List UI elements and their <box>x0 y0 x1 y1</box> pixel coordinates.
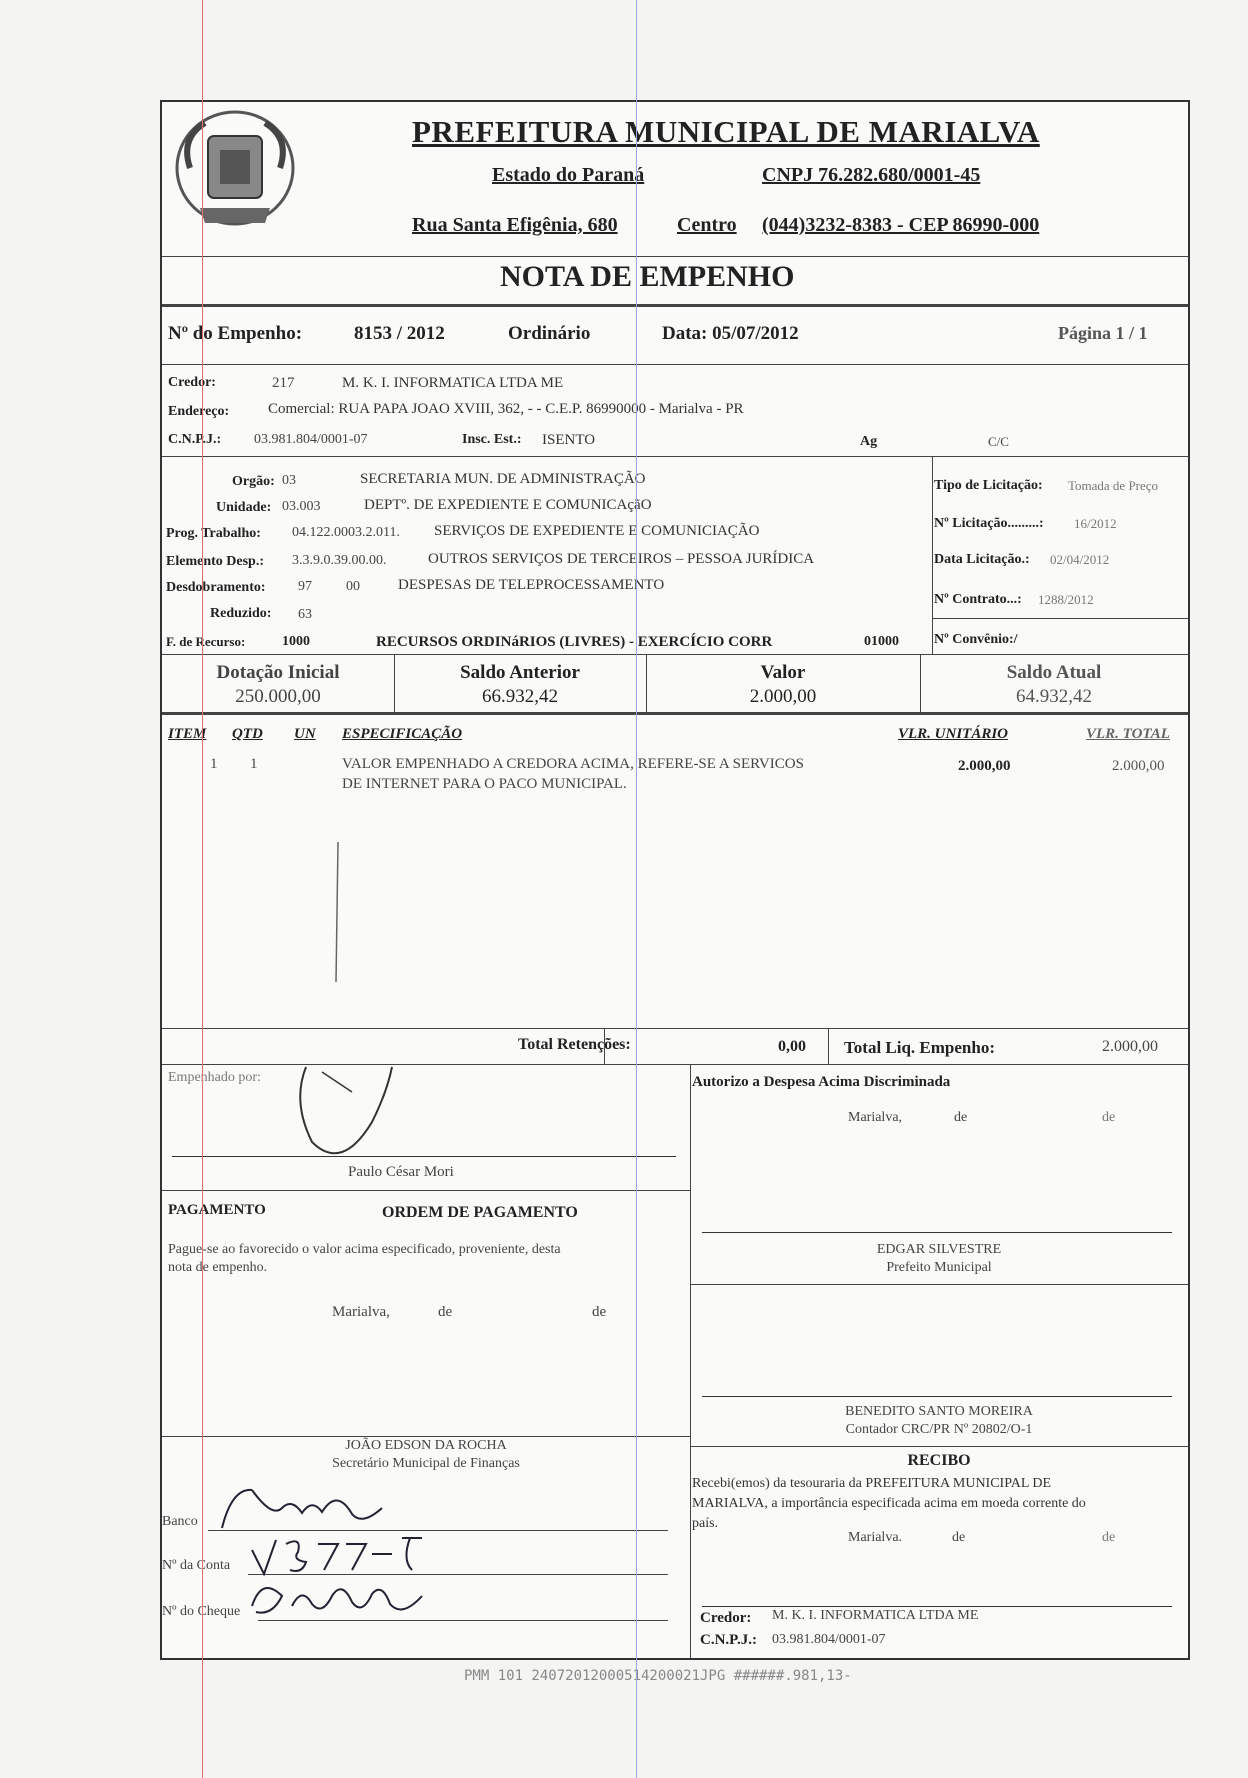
empenho-date: Data: 05/07/2012 <box>662 323 799 344</box>
orgao-label: Orgão: <box>232 474 275 489</box>
cc-label: C/C <box>988 434 1009 449</box>
numero-licitacao-label: Nº Licitação.........: <box>934 516 1044 531</box>
contador-name: BENEDITO SANTO MOREIRA <box>845 1404 1033 1419</box>
header-title: PREFEITURA MUNICIPAL DE MARIALVA <box>412 114 1040 149</box>
margin-line-red <box>202 0 203 1778</box>
desdobramento-label: Desdobramento: <box>166 580 266 595</box>
ordem-label: ORDEM DE PAGAMENTO <box>382 1204 578 1221</box>
header-cnpj: CNPJ 76.282.680/0001-45 <box>762 164 981 186</box>
recibo-text2: MARIALVA, a importância especificada acima em moeda corrente do <box>692 1496 1086 1511</box>
recibo-text3: país. <box>692 1516 719 1531</box>
col-espec: ESPECIFICAÇÃO <box>342 726 463 742</box>
col-un: UN <box>294 726 316 742</box>
desdobramento-value: DESPESAS DE TELEPROCESSAMENTO <box>398 577 665 593</box>
contador-role: Contador CRC/PR Nº 20802/O-1 <box>845 1422 1033 1437</box>
empenhado-label: Empenhado por: <box>168 1070 261 1085</box>
doc-title: NOTA DE EMPENHO <box>500 260 795 293</box>
atual-value: 64.932,42 <box>1016 686 1092 707</box>
col-qtd: QTD <box>232 726 263 742</box>
autorizo-label: Autorizo a Despesa Acima Discriminada <box>692 1074 951 1090</box>
recibo-text1: Recebi(emos) da tesouraria da PREFEITURA MUNICIPAL DE <box>692 1476 1052 1491</box>
autorizo-de2: de <box>1102 1110 1116 1125</box>
autorizo-city: Marialva, <box>848 1110 903 1125</box>
col-vlr-total: VLR. TOTAL <box>1086 726 1170 742</box>
coat-of-arms <box>170 108 300 234</box>
contrato-value: 1288/2012 <box>1038 592 1094 607</box>
orgao-code: 03 <box>282 473 296 488</box>
header-district: Centro <box>677 214 737 236</box>
unidade-label: Unidade: <box>216 500 272 515</box>
desdobramento-code: 97 <box>298 579 312 594</box>
prefeito-name: EDGAR SILVESTRE <box>876 1242 1002 1257</box>
pagamento-text1: Pague-se ao favorecido o valor acima especificado, proveniente, desta <box>168 1242 561 1257</box>
numero-licitacao-value: 16/2012 <box>1074 516 1117 531</box>
liq-value: 2.000,00 <box>1102 1038 1158 1055</box>
insc-label: Insc. Est.: <box>462 432 522 447</box>
endereco-value: Comercial: RUA PAPA JOAO XVIII, 362, - - C.E.P. 86990000 - Marialva - PR <box>268 401 744 417</box>
recurso-code2: 01000 <box>864 634 899 649</box>
footer-code: PMM 101 24072012000514200021JPG ######.981,13- <box>464 1668 852 1684</box>
recibo-city: Marialva. <box>848 1530 903 1545</box>
header-address: Rua Santa Efigênia, 680 <box>412 214 618 236</box>
prog-code: 04.122.0003.2.011. <box>292 525 400 540</box>
empenho-type: Ordinário <box>508 323 591 344</box>
anterior-value: 66.932,42 <box>482 686 558 707</box>
contrato-label: Nº Contrato...: <box>934 592 1022 607</box>
dotacao-label: Dotação Inicial <box>216 662 340 683</box>
tipo-licitacao-label: Tipo de Licitação: <box>934 478 1043 493</box>
reduzido-value: 63 <box>298 607 312 622</box>
recibo-title: RECIBO <box>907 1452 971 1469</box>
valor-value: 2.000,00 <box>749 686 817 707</box>
insc-value: ISENTO <box>542 432 596 448</box>
signature-empenhado <box>282 1062 432 1177</box>
credor-code: 217 <box>272 375 295 391</box>
row-vlr-unit: 2.000,00 <box>958 758 1011 774</box>
pagamento-de2: de <box>592 1304 607 1320</box>
secretario-role: Secretário Municipal de Finanças <box>332 1456 520 1471</box>
prog-value: SERVIÇOS DE EXPEDIENTE E COMUNICIAÇÃO <box>434 523 760 539</box>
row-line2: DE INTERNET PARA O PACO MUNICIPAL. <box>342 776 627 792</box>
pagamento-de1: de <box>438 1304 453 1320</box>
autorizo-de1: de <box>954 1110 968 1125</box>
dotacao-value: 250.000,00 <box>235 686 321 707</box>
col-vlr-unit: VLR. UNITÁRIO <box>898 726 1009 742</box>
prog-label: Prog. Trabalho: <box>166 526 261 541</box>
reduzido-label: Reduzido: <box>210 606 272 621</box>
elemento-label: Elemento Desp.: <box>166 554 264 569</box>
desdobramento-sub: 00 <box>346 579 360 594</box>
pagamento-city: Marialva, <box>332 1304 390 1320</box>
data-licitacao-label: Data Licitação.: <box>934 552 1030 567</box>
empenho-number: 8153 / 2012 <box>354 323 445 344</box>
recibo-cnpj-label: C.N.P.J.: <box>700 1632 757 1648</box>
banco-label: Banco <box>162 1514 198 1529</box>
unidade-code: 03.003 <box>282 499 321 514</box>
row-item: 1 <box>210 756 218 772</box>
col-item: ITEM <box>168 726 207 742</box>
pagamento-label: PAGAMENTO <box>168 1202 266 1218</box>
data-licitacao-value: 02/04/2012 <box>1050 552 1110 567</box>
recibo-de2: de <box>1102 1530 1116 1545</box>
credor-name: M. K. I. INFORMATICA LTDA ME <box>342 375 564 391</box>
cnpj-label: C.N.P.J.: <box>168 432 222 447</box>
document-frame <box>160 100 1190 1660</box>
anterior-label: Saldo Anterior <box>460 662 580 683</box>
recurso-label: F. de Recurso: <box>166 634 246 649</box>
recibo-credor-value: M. K. I. INFORMATICA LTDA ME <box>772 1608 979 1623</box>
cnpj-value: 03.981.804/0001-07 <box>254 432 368 447</box>
row-qtd: 1 <box>250 756 258 772</box>
header-phone: (044)3232-8383 - CEP 86990-000 <box>762 214 1040 236</box>
row-line1: VALOR EMPENHADO A CREDORA ACIMA, REFERE-SE A SERVICOS <box>342 756 804 772</box>
empenho-label: Nº do Empenho: <box>168 323 303 344</box>
conta-label: Nº da Conta <box>162 1558 231 1573</box>
retencoes-value: 0,00 <box>778 1038 806 1055</box>
header-state: Estado do Paraná <box>492 164 645 186</box>
empenhado-name: Paulo César Mori <box>348 1164 454 1180</box>
row-vlr-total: 2.000,00 <box>1112 758 1165 774</box>
convenio-label: Nº Convênio:/ <box>934 632 1018 647</box>
elemento-code: 3.3.9.0.39.00.00. <box>292 553 387 568</box>
handwriting-cheque <box>242 1576 442 1631</box>
cheque-label: Nº do Cheque <box>162 1604 241 1619</box>
page-number: Página 1 / 1 <box>1058 323 1148 343</box>
secretario-name: JOÃO EDSON DA ROCHA <box>345 1438 507 1453</box>
ag-label: Ag <box>860 434 878 449</box>
valor-label: Valor <box>760 662 806 683</box>
elemento-value: OUTROS SERVIÇOS DE TERCEIROS – PESSOA JURÍDICA <box>428 551 815 567</box>
recibo-cnpj-value: 03.981.804/0001-07 <box>772 1632 886 1647</box>
recurso-value: RECURSOS ORDINáRIOS (LIVRES) - EXERCÍCIO CORR <box>376 634 773 650</box>
endereco-label: Endereço: <box>168 404 230 419</box>
recurso-code: 1000 <box>282 634 310 649</box>
credor-label: Credor: <box>168 375 216 390</box>
unidade-value: DEPTº. DE EXPEDIENTE E COMUNICAçãO <box>364 497 652 513</box>
pen-mark <box>332 842 352 987</box>
pagamento-text2: nota de empenho. <box>168 1260 268 1275</box>
orgao-value: SECRETARIA MUN. DE ADMINISTRAÇÃO <box>360 471 646 487</box>
retencoes-label: Total Retenções: <box>518 1036 631 1053</box>
liq-label: Total Liq. Empenho: <box>844 1038 995 1057</box>
prefeito-role: Prefeito Municipal <box>886 1260 992 1275</box>
tipo-licitacao-value: Tomada de Preço <box>1068 478 1159 493</box>
recibo-de1: de <box>952 1530 966 1545</box>
recibo-credor-label: Credor: <box>700 1610 752 1626</box>
atual-label: Saldo Atual <box>1006 662 1102 683</box>
margin-line-blue <box>636 0 637 1778</box>
